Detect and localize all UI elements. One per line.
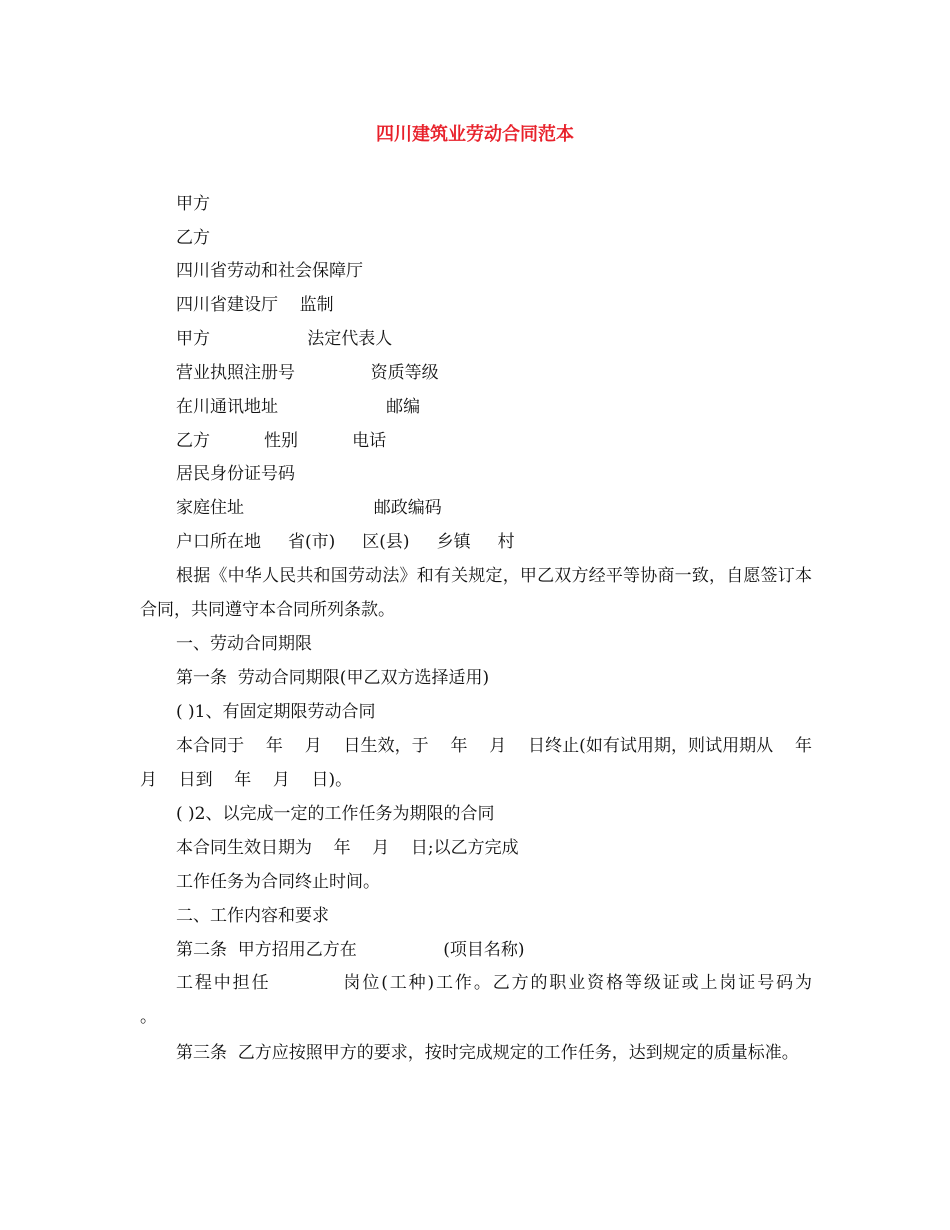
term-paragraph: 本合同于 年 月 日生效，于 年 月 日终止(如有试用期，则试用期从 年 月 日到 年 月 日)。 xyxy=(140,736,834,790)
id-number-line: 居民身份证号码 xyxy=(176,464,295,484)
household-registration-line: 户口所在地 省(市) 区(县) 乡镇 村 xyxy=(176,532,515,552)
intro-paragraph: 根据《中华人民共和国劳动法》和有关规定，甲乙双方经平等协商一致，自愿签订本合同，共同遵守本合同所列条款。 xyxy=(140,566,812,620)
article-2: 第二条 甲方招用乙方在 (项目名称) xyxy=(176,940,525,960)
option-2: ( )2、以完成一定的工作任务为期限的合同 xyxy=(176,804,495,824)
business-license-line: 营业执照注册号 资质等级 xyxy=(176,363,439,383)
article-3-paragraph: 第三条 乙方应按照甲方的要求，按时完成规定的工作任务，达到规定的质量标准。 xyxy=(176,1043,799,1063)
option-1: ( )1、有固定期限劳动合同 xyxy=(176,702,376,722)
task-end-line: 工作任务为合同终止时间。 xyxy=(176,872,380,892)
effective-date-line: 本合同生效日期为 年 月 日;以乙方完成 xyxy=(176,838,519,858)
issuer-construction-dept: 四川省建设厅 监制 xyxy=(176,295,334,315)
article-1: 第一条 劳动合同期限(甲乙双方选择适用) xyxy=(176,668,490,688)
job-paragraph: 工程中担任 岗位(工种)工作。乙方的职业资格等级证或上岗证号码为 。 xyxy=(140,973,883,1027)
section-1-heading: 一、劳动合同期限 xyxy=(176,634,312,654)
party-b-info-line: 乙方 性别 电话 xyxy=(176,431,387,451)
party-b-label: 乙方 xyxy=(176,228,210,248)
issuer-labor-dept: 四川省劳动和社会保障厅 xyxy=(176,261,363,281)
party-a-label: 甲方 xyxy=(176,194,210,214)
party-a-representative-line: 甲方 法定代表人 xyxy=(176,329,393,349)
document-title: 四川建筑业劳动合同范本 xyxy=(376,124,574,145)
home-address-line: 家庭住址 邮政编码 xyxy=(176,498,442,518)
mailing-address-line: 在川通讯地址 邮编 xyxy=(176,397,421,417)
section-2-heading: 二、工作内容和要求 xyxy=(176,906,329,926)
